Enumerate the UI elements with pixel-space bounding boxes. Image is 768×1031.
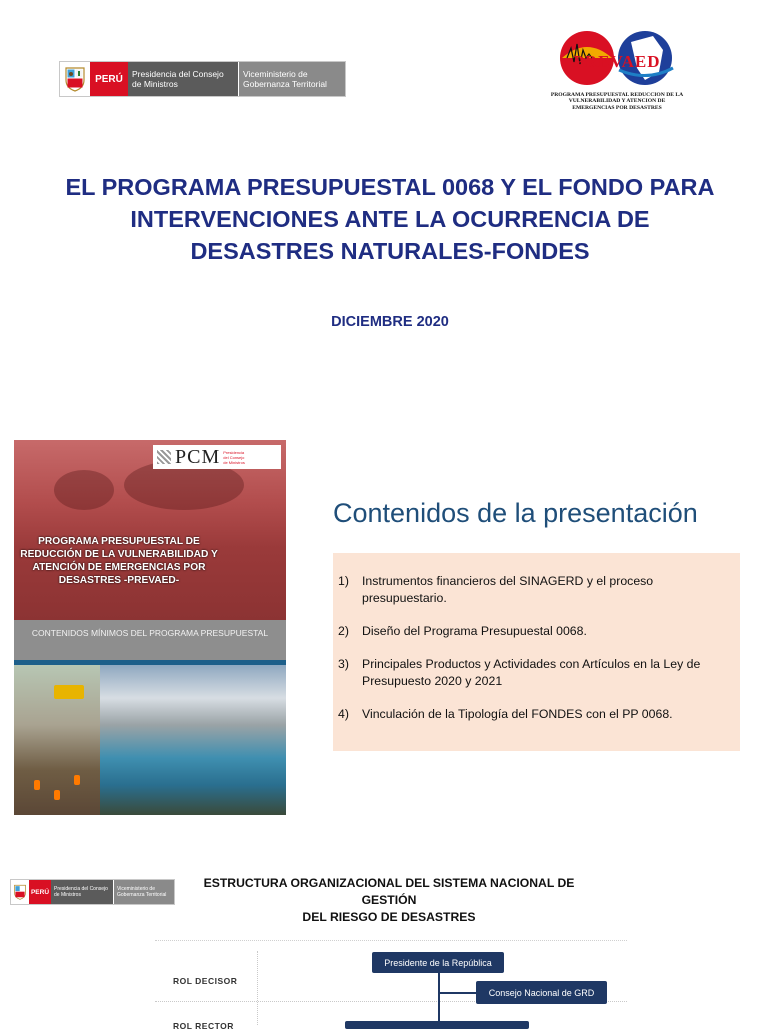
prevaed-caption: PROGRAMA PRESUPUESTAL REDUCCION DE LA VULNERABILIDAD Y ATENCION DE EMERGENCIAS POR DESASTRES bbox=[550, 92, 684, 111]
org-connector bbox=[438, 992, 476, 994]
worker-shape bbox=[74, 775, 80, 785]
list-item-text: Vinculación de la Tipología del FONDES con el PP 0068. bbox=[362, 707, 673, 721]
gov-logo bbox=[59, 61, 346, 97]
presentation-title: EL PROGRAMA PRESUPUESTAL 0068 Y EL FONDO PARA INTERVENCIONES ANTE LA OCURRENCIA DE DESASTRES NATURALES-FONDES bbox=[65, 174, 715, 264]
cover-hill-shape bbox=[54, 470, 114, 510]
vice-ministry-label: Viceministerio de Gobernanza Territorial bbox=[238, 62, 345, 96]
list-item-number: 1) bbox=[338, 574, 349, 588]
list-item bbox=[338, 706, 730, 723]
coat-of-arms-icon bbox=[60, 62, 90, 96]
org-title-line-2: DEL RIESGO DE DESASTRES bbox=[302, 910, 476, 924]
cover-subtitle: CONTENIDOS MÍNIMOS DEL PROGRAMA PRESUPUESTAL bbox=[14, 620, 286, 660]
list-item-number: 4) bbox=[338, 707, 349, 721]
rol-rector-label: ROL RECTOR bbox=[173, 1021, 234, 1031]
gov-logo-small bbox=[10, 879, 175, 905]
list-item-text: Diseño del Programa Presupuestal 0068. bbox=[362, 624, 587, 638]
list-item bbox=[338, 656, 730, 690]
node-consejo-nacional: Consejo Nacional de GRD bbox=[476, 981, 607, 1004]
vice-ministry-label: Viceministerio de Gobernanza Territorial bbox=[113, 880, 174, 904]
pcm-label: Presidencia del Consejo de Ministros bbox=[51, 880, 113, 904]
org-title-line-1: ESTRUCTURA ORGANIZACIONAL DEL SISTEMA NACIONAL DE GESTIÓN bbox=[203, 876, 575, 907]
cover-pcm-word: PCM bbox=[175, 445, 221, 468]
presentation-date: DICIEMBRE 2020 bbox=[331, 314, 449, 330]
worker-shape bbox=[34, 780, 40, 790]
cover-photo-lagoon bbox=[100, 665, 286, 815]
node-partial bbox=[345, 1021, 529, 1029]
cover-pcm-small: Presidencia del Consejo de Ministros bbox=[223, 449, 245, 465]
contents-list bbox=[333, 553, 740, 751]
cover-title: PROGRAMA PRESUPUESTAL DE REDUCCIÓN DE LA VULNERABILIDAD Y ATENCIÓN DE EMERGENCIAS POR DESASTRES -PREVAED- bbox=[20, 536, 218, 586]
org-connector bbox=[438, 973, 440, 1025]
peru-label: PERÚ bbox=[29, 880, 51, 904]
prevaed-wordmark: PREVAED bbox=[573, 52, 661, 71]
pcm-mark-icon bbox=[157, 450, 171, 464]
document-cover-image bbox=[14, 440, 286, 815]
list-item bbox=[338, 573, 730, 607]
list-item-number: 3) bbox=[338, 657, 349, 671]
org-chart bbox=[155, 940, 627, 1031]
list-item bbox=[338, 623, 730, 640]
list-item-number: 2) bbox=[338, 624, 349, 638]
list-item-text: Principales Productos y Actividades con Artículos en la Ley de Presupuesto 2020 y 2021 bbox=[362, 657, 701, 688]
column-divider bbox=[257, 951, 258, 1025]
pcm-label: Presidencia del Consejo de Ministros bbox=[128, 62, 238, 96]
list-item-text: Instrumentos financieros del SINAGERD y el proceso presupuestario. bbox=[362, 574, 654, 605]
cover-pcm-logo bbox=[153, 445, 281, 469]
contents-heading: Contenidos de la presentación bbox=[333, 498, 698, 528]
excavator-shape bbox=[54, 685, 84, 699]
node-presidente: Presidente de la República bbox=[372, 952, 504, 973]
org-structure-title bbox=[175, 875, 603, 926]
worker-shape bbox=[54, 790, 60, 800]
prevaed-logo bbox=[548, 28, 686, 116]
peru-label: PERÚ bbox=[90, 62, 128, 96]
rol-decisor-label: ROL DECISOR bbox=[173, 976, 238, 986]
coat-of-arms-icon bbox=[11, 880, 29, 904]
